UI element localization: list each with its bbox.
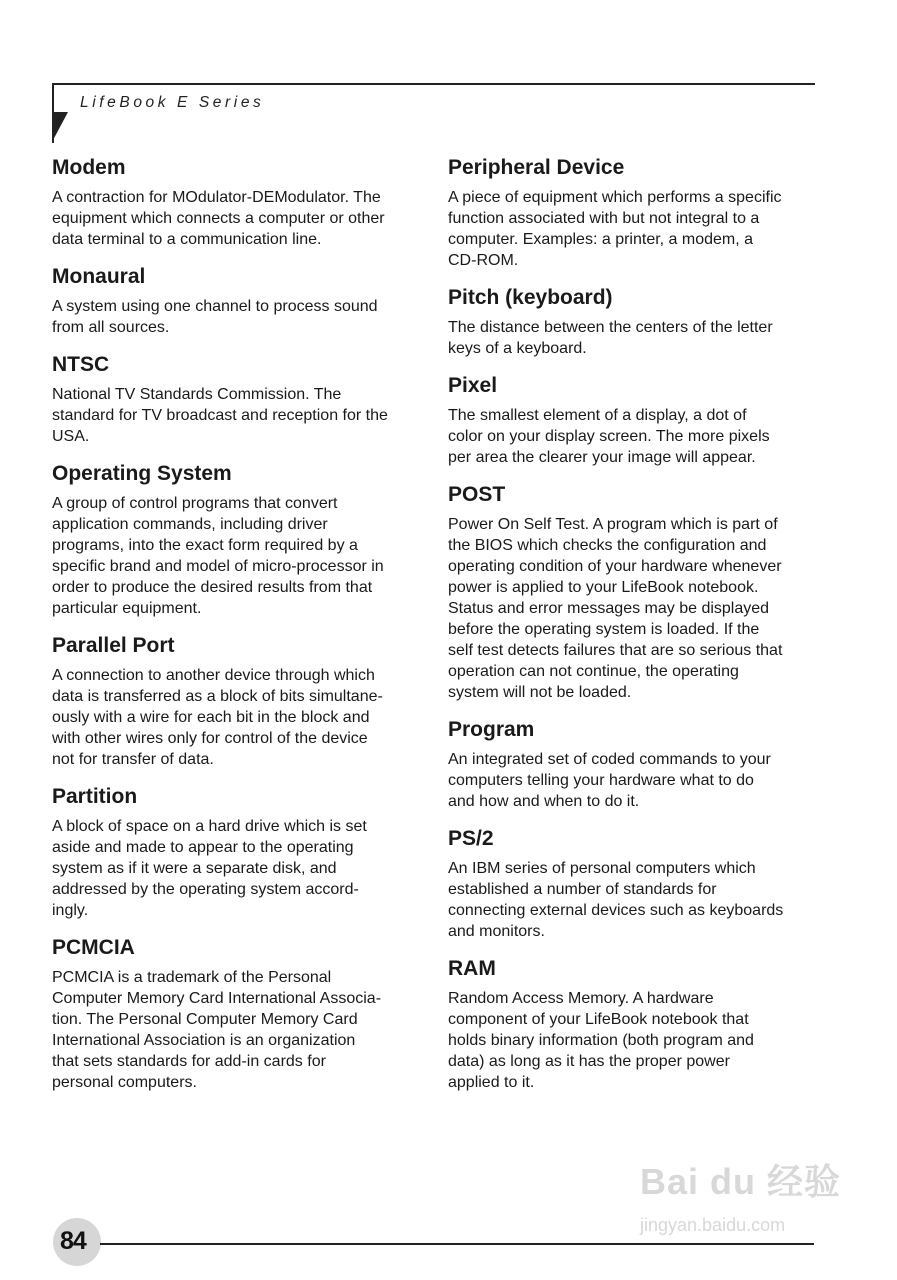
- glossary-entry: [52, 632, 437, 770]
- glossary-definition: The distance between the centers of the letter keys of a keyboard.: [448, 318, 773, 357]
- glossary-entry: [448, 154, 833, 271]
- glossary-term: Peripheral Device: [448, 156, 625, 179]
- glossary-definition: A connection to another device through which data is transferred as a block of bits simultane- ously with a wire for each bit in the block and with other wires only for control of the device not for transfer of data.: [52, 666, 383, 768]
- glossary-term: Parallel Port: [52, 634, 175, 657]
- watermark-logo: Bai du 经验: [640, 1161, 842, 1202]
- glossary-term: Operating System: [52, 462, 232, 485]
- glossary-definition: Random Access Memory. A hardware component of your LifeBook notebook that holds binary information (both program and data) as long as it has the proper power applied to it.: [448, 989, 754, 1091]
- glossary-definition: A system using one channel to process sound from all sources.: [52, 297, 378, 336]
- glossary-term: Modem: [52, 156, 126, 179]
- header-rule: [52, 83, 815, 85]
- glossary-definition: The smallest element of a display, a dot of color on your display screen. The more pixels per area the clearer your image will appear.: [448, 406, 770, 466]
- glossary-term: Partition: [52, 785, 138, 808]
- series-title: LifeBook E Series: [80, 94, 265, 111]
- glossary-term: POST: [448, 483, 506, 506]
- glossary-definition: A block of space on a hard drive which is set aside and made to appear to the operating system as if it were a separate disk, and addressed by the operating system accord- ingly.: [52, 817, 367, 919]
- glossary-term: Program: [448, 718, 535, 741]
- glossary-entry: [52, 460, 437, 619]
- glossary-term: Pitch (keyboard): [448, 286, 613, 309]
- glossary-entry: [448, 825, 833, 942]
- glossary-entry: [448, 716, 833, 812]
- glossary-term: PCMCIA: [52, 936, 135, 959]
- glossary-column-right: [448, 154, 833, 1106]
- page-number: 84: [60, 1227, 86, 1255]
- glossary-definition: PCMCIA is a trademark of the Personal Computer Memory Card International Associa- tion. The Personal Computer Memory Card International Association is an organization that sets standards for add-in cards for personal computers.: [52, 968, 382, 1091]
- glossary-entry: [52, 263, 437, 338]
- glossary-definition: An IBM series of personal computers which established a number of standards for connecting external devices such as keyboards and monitors.: [448, 859, 784, 940]
- glossary-term: Pixel: [448, 374, 498, 397]
- glossary-definition: A contraction for MOdulator-DEModulator. The equipment which connects a computer or other data terminal to a communication line.: [52, 188, 385, 248]
- glossary-term: RAM: [448, 957, 496, 980]
- glossary-entry: [448, 372, 833, 468]
- glossary-entry: [448, 955, 833, 1093]
- glossary-entry: [52, 934, 437, 1093]
- glossary-term: Monaural: [52, 265, 146, 288]
- glossary-definition: National TV Standards Commission. The standard for TV broadcast and reception for the USA.: [52, 385, 388, 445]
- glossary-term: PS/2: [448, 827, 494, 850]
- glossary-column-left: [52, 154, 437, 1106]
- glossary-definition: A group of control programs that convert application commands, including driver programs, into the exact form required by a specific brand and model of micro-processor in order to produce the desired results from that particular equipment.: [52, 494, 384, 617]
- glossary-term: NTSC: [52, 353, 110, 376]
- glossary-entry: [52, 154, 437, 250]
- glossary-entry: [448, 481, 833, 703]
- watermark-url: jingyan.baidu.com: [640, 1215, 786, 1235]
- baidu-watermark: [640, 1160, 850, 1240]
- footer-rule: [100, 1243, 814, 1245]
- glossary-entry: [52, 351, 437, 447]
- header-triangle-marker: [52, 112, 68, 142]
- glossary-definition: A piece of equipment which performs a specific function associated with but not integral to a computer. Examples: a printer, a modem, a CD-ROM.: [448, 188, 782, 269]
- glossary-entry: [448, 284, 833, 359]
- glossary-definition: An integrated set of coded commands to your computers telling your hardware what to do and how and when to do it.: [448, 750, 771, 810]
- glossary-entry: [52, 783, 437, 921]
- glossary-definition: Power On Self Test. A program which is part of the BIOS which checks the configuration and operating condition of your hardware whenever power is applied to your LifeBook notebook. Status and error messages may be displayed before the operating system is loaded. If the self test detects failures that are so serious that operation can not continue, the operating system will not be loaded.: [448, 515, 783, 701]
